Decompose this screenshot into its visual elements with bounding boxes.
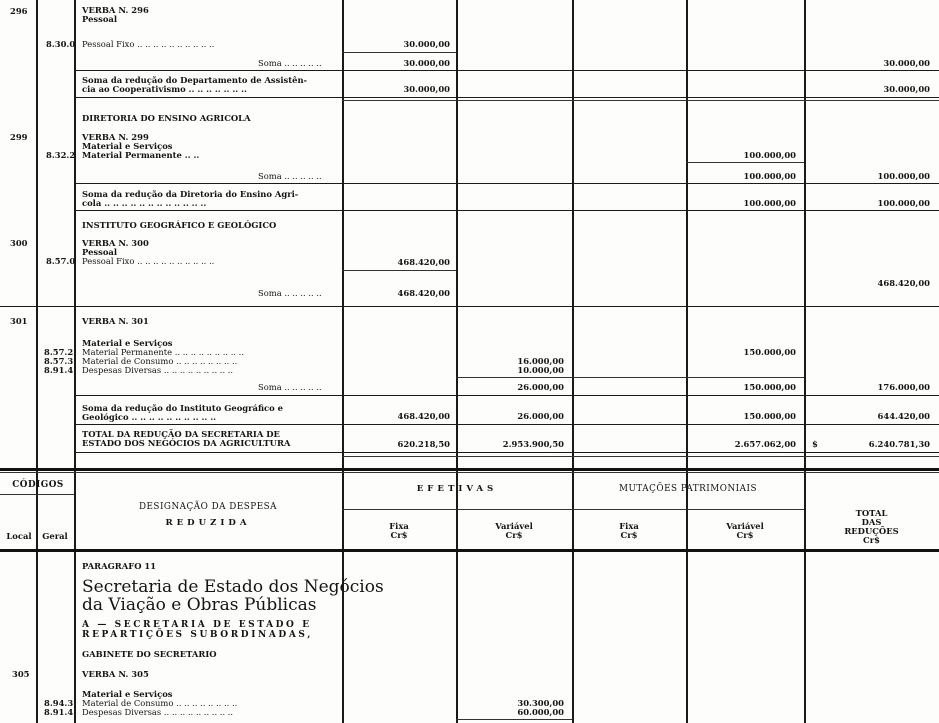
item-300-fixa: 468.420,00 (397, 257, 450, 267)
item-300-code: 8.57.0 (46, 256, 76, 266)
item-305-var-b: 60.000,00 (517, 707, 564, 717)
rule (456, 719, 572, 720)
item-301-mut-var: 150.000,00 (743, 347, 796, 357)
rule-mutacao-variavel (804, 0, 806, 723)
rule-local (36, 0, 38, 723)
header-mutacao-variavel-cur: Cr$ (736, 530, 754, 540)
reducao-296-label-1: Soma da redução do Departamento de Assistên- (82, 75, 308, 85)
verba-300-title: VERBA N. 300 (82, 238, 149, 248)
rule (456, 377, 804, 378)
soma-301-var: 26.000,00 (517, 382, 564, 392)
rule (0, 472, 939, 473)
verba-305-sub: Material e Serviços (82, 689, 173, 699)
rule-designacao (342, 0, 344, 723)
code-305: 305 (12, 669, 30, 679)
item-301-var-b: 10.000,00 (517, 365, 564, 375)
total-label-2: ESTADO DOS NEGÓCIOS DA AGRICULTURA (82, 438, 291, 448)
header-efetivas: EFETIVAS (416, 484, 498, 494)
total-mut-var: 2.657.062,00 (734, 439, 796, 449)
rule (74, 210, 939, 211)
reducao-inst-label-1: Soma da redução do Instituto Geográfico e (82, 403, 283, 413)
soma-301-label: Soma .. .. .. .. .. (258, 382, 322, 392)
verba-299-sub: Material e Serviços (82, 141, 173, 151)
code-296: 296 (10, 6, 28, 16)
code-301: 301 (10, 316, 28, 326)
verba-300-sub: Pessoal (82, 247, 118, 257)
item-299-code: 8.32.2 (46, 150, 76, 160)
reducao-296-total: 30.000,00 (883, 84, 930, 94)
total-marker: $ (812, 439, 818, 449)
soma-299-total: 100.000,00 (877, 171, 930, 181)
rule (74, 395, 939, 396)
total-var: 2.953.900,50 (502, 439, 564, 449)
rule (342, 52, 456, 53)
soma-300-total: 468.420,00 (877, 278, 930, 288)
header-mutacao-fixa: Fixa (619, 521, 639, 531)
soma-300-label: Soma .. .. .. .. .. (258, 288, 322, 298)
header-efetiva-fixa: Fixa (389, 521, 409, 531)
item-296-fixa: 30.000,00 (403, 39, 450, 49)
paragrafo: PARAGRAFO 11 (82, 561, 157, 571)
reducao-inst-fixa: 468.420,00 (397, 411, 450, 421)
subtitle-line-2: REPARTIÇÕES SUBORDINADAS, (82, 630, 313, 640)
rule (74, 424, 939, 425)
item-301-1-label: Material de Consumo .. .. .. .. .. .. .. .. (82, 356, 238, 366)
rule (0, 306, 939, 307)
item-299-label: Material Permanente .. .. (82, 150, 200, 160)
item-300-label: Pessoal Fixo .. .. .. .. .. .. .. .. .. .. (82, 256, 215, 266)
header-designacao-2: REDUZIDA (165, 518, 251, 528)
item-305-0-label: Material de Consumo .. .. .. .. .. .. .. .. (82, 698, 238, 708)
reducao-296-label-2: cia ao Cooperativismo .. .. .. .. .. .. .. (82, 84, 247, 94)
soma-301-total: 176.000,00 (877, 382, 930, 392)
secretaria-line-1: Secretaria de Estado dos Negócios (82, 577, 384, 597)
rule (0, 494, 74, 495)
item-296-code: 8.30.0 (46, 39, 76, 49)
rule (74, 97, 939, 98)
item-301-0-code: 8.57.2 (44, 347, 74, 357)
reducao-inst-total: 644.420,00 (877, 411, 930, 421)
verba-301-title: VERBA N. 301 (82, 316, 149, 326)
reducao-299-label-1: Soma da redução da Diretoria do Ensino Agri- (82, 189, 299, 199)
subtitle-line-1: A — SECRETARIA DE ESTADO E (82, 620, 312, 630)
header-geral: Geral (42, 531, 68, 541)
header-efetiva-fixa-cur: Cr$ (390, 530, 408, 540)
item-301-var-a: 16.000,00 (517, 356, 564, 366)
soma-299-mut-var: 100.000,00 (743, 171, 796, 181)
verba-301-sub: Material e Serviços (82, 338, 173, 348)
secretaria-line-2: da Viação e Obras Públicas (82, 595, 317, 615)
rule-geral (74, 0, 76, 723)
item-301-2-label: Despesas Diversas .. .. .. .. .. .. .. .. .. (82, 365, 234, 375)
gabinete-heading: GABINETE DO SECRETARIO (82, 649, 217, 659)
soma-296-label: Soma .. .. .. .. .. (258, 58, 322, 68)
item-296-label: Pessoal Fixo .. .. .. .. .. .. .. .. .. .. (82, 39, 215, 49)
reducao-299-label-2: cola .. .. .. .. .. .. .. .. .. .. .. .. (82, 198, 207, 208)
header-mutacao-variavel: Variável (726, 521, 764, 531)
header-mutacao-fixa-cur: Cr$ (620, 530, 638, 540)
rule (0, 468, 939, 471)
header-total-3: REDUÇÕES (844, 526, 899, 536)
header-total-2: DAS (861, 517, 882, 527)
soma-299-label: Soma .. .. .. .. .. (258, 171, 322, 181)
instituto-heading: INSTITUTO GEOGRÁFICO E GEOLÓGICO (82, 220, 277, 230)
reducao-inst-label-2: Geológico .. .. .. .. .. .. .. .. .. .. (82, 412, 217, 422)
item-299-mut-var: 100.000,00 (743, 150, 796, 160)
reducao-inst-var: 26.000,00 (517, 411, 564, 421)
reducao-inst-mut-var: 150.000,00 (743, 411, 796, 421)
reducao-296-fixa: 30.000,00 (403, 84, 450, 94)
header-efetiva-variavel: Variável (495, 521, 533, 531)
rule (74, 183, 939, 184)
verba-305-title: VERBA N. 305 (82, 669, 149, 679)
header-codigos: CÓDIGOS (12, 480, 64, 490)
rule (74, 70, 939, 71)
item-305-1-label: Despesas Diversas .. .. .. .. .. .. .. .. .. (82, 707, 234, 717)
soma-300-fixa: 468.420,00 (397, 288, 450, 298)
header-total-cur: Cr$ (863, 535, 880, 545)
item-305-var-a: 30.300,00 (517, 698, 564, 708)
header-mutacoes: MUTAÇÕES PATRIMONIAIS (618, 484, 758, 494)
rule (0, 549, 939, 552)
rule (74, 452, 939, 453)
rule (686, 162, 804, 163)
soma-296-total: 30.000,00 (883, 58, 930, 68)
header-efetiva-variavel-cur: Cr$ (505, 530, 523, 540)
item-305-1-code: 8.91.4 (44, 707, 74, 717)
total-fixa: 620.218,50 (397, 439, 450, 449)
item-301-0-label: Material Permanente .. .. .. .. .. .. .. .. .. (82, 347, 245, 357)
diretoria-heading: DIRETORIA DO ENSINO AGRICOLA (82, 113, 251, 123)
rule (342, 456, 939, 457)
code-300: 300 (10, 238, 28, 248)
header-designacao-1: DESIGNAÇÃO DA DESPESA (138, 502, 278, 512)
header-total-1: TOTAL (855, 508, 888, 518)
total-label-1: TOTAL DA REDUÇÃO DA SECRETARIA DE (82, 429, 280, 439)
soma-301-mut-var: 150.000,00 (743, 382, 796, 392)
item-301-2-code: 8.91.4 (44, 365, 74, 375)
header-local: Local (6, 531, 32, 541)
rule (342, 270, 456, 271)
reducao-299-total: 100.000,00 (877, 198, 930, 208)
item-305-0-code: 8.94.3 (44, 698, 74, 708)
verba-299-title: VERBA N. 299 (82, 132, 149, 142)
rule-efetiva-variavel (572, 0, 574, 723)
reducao-299-mut-var: 100.000,00 (743, 198, 796, 208)
verba-296-sub: Pessoal (82, 14, 118, 24)
total-value: 6.240.781,30 (868, 439, 930, 449)
verba-296-title: VERBA N. 296 (82, 5, 149, 15)
rule (342, 100, 939, 101)
soma-296-fixa: 30.000,00 (403, 58, 450, 68)
code-299: 299 (10, 132, 28, 142)
rule (342, 509, 804, 510)
rule-mutacao-fixa (686, 0, 688, 723)
item-301-1-code: 8.57.3 (44, 356, 74, 366)
